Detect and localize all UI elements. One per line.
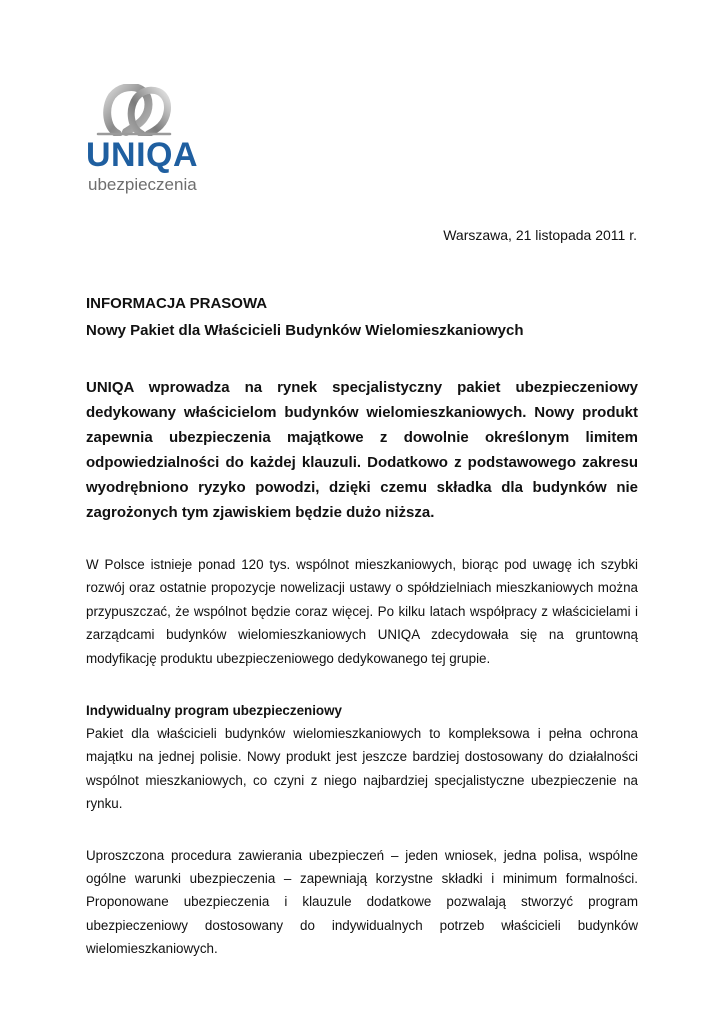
- press-release-title: Nowy Pakiet dla Właścicieli Budynków Wielomieszkaniowych: [86, 322, 524, 339]
- lead-paragraph: UNIQA wprowadza na rynek specjalistyczny pakiet ubezpieczeniowy dedykowany właścicielom budynków wielomieszkaniowych. Nowy produkt zapewnia ubezpieczenia majątkowe z dowolnie określonym limitem odpowiedzialności do każdej klauzuli. Dodatkowo z podstawowego zakresu wyodrębniono ryzyko powodzi, dzięki czemu składka dla budynków nie zagrożonych tym zjawiskiem będzie dużo niższa.: [86, 379, 638, 521]
- uniqa-logo: [86, 84, 216, 199]
- section-heading: Indywidualny program ubezpieczeniowy: [86, 703, 342, 719]
- body-paragraph-2: Pakiet dla właścicieli budynków wielomieszkaniowych to kompleksowa i pełna ochrona majątku na jednej polisie. Nowy produkt jest jeszcze bardziej dostosowany do działalności wspólnot mieszkaniowych, co czyni z niego najbardziej specjalistyczne ubezpieczenie na rynku.: [86, 726, 638, 812]
- press-release-body: [86, 293, 638, 961]
- uniqa-ribbon-mark-icon: [96, 84, 172, 136]
- logo-tagline: ubezpieczenia: [88, 175, 197, 194]
- document-date: Warszawa, 21 listopada 2011 r.: [443, 227, 637, 243]
- body-paragraph-1: W Polsce istnieje ponad 120 tys. wspólnot mieszkaniowych, biorąc pod uwagę ich szybki rozwój oraz ostatnie propozycje nowelizacji ustawy o spółdzielniach mieszkaniowych można przypuszczać, że wspólnot będzie coraz więcej. Po kilku latach współpracy z właścicielami i zarządcami budynków wielomieszkaniowych UNIQA zdecydowała się na gruntowną modyfikację produktu ubezpieczeniowego dedykowanego tej grupie.: [86, 557, 638, 666]
- logo-brand-name: UNIQA: [86, 136, 199, 174]
- body-paragraph-3: Uproszczona procedura zawierania ubezpieczeń – jeden wniosek, jedna polisa, wspólne ogólne warunki ubezpieczenia – zapewniają korzystne składki i minimum formalności. Proponowane ubezpieczenia i klauzule dodatkowe pozwalają stworzyć program ubezpieczeniowy dostosowany do indywidualnych potrzeb właścicieli budynków wielomieszkaniowych.: [86, 847, 638, 957]
- press-release-label: INFORMACJA PRASOWA: [86, 295, 268, 312]
